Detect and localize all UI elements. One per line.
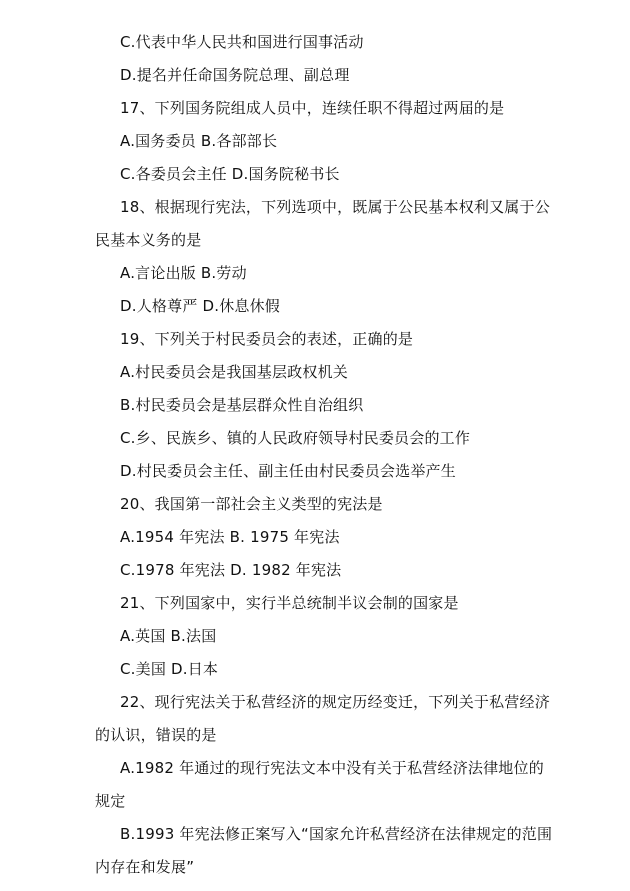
question-19-option-a: A.村民委员会是我国基层政权机关: [120, 363, 348, 381]
question-22-option-a: A.1982 年通过的现行宪法文本中没有关于私营经济法律地位的: [120, 759, 544, 777]
question-22-option-b-continued: 内存在和发展”: [95, 858, 195, 876]
question-19: 19、下列关于村民委员会的表述，正确的是: [120, 330, 414, 348]
question-21-options-ab: A.英国 B.法国: [120, 627, 217, 645]
question-20-options-ab: A.1954 年宪法 B. 1975 年宪法: [120, 528, 340, 546]
question-22-option-b: B.1993 年宪法修正案写入“国家允许私营经济在法律规定的范围: [120, 825, 553, 843]
question-17-options-ab: A.国务委员 B.各部部长: [120, 132, 278, 150]
question-17: 17、下列国务院组成人员中，连续任职不得超过两届的是: [120, 99, 505, 117]
question-18: 18、根据现行宪法，下列选项中，既属于公民基本权利又属于公: [120, 198, 550, 216]
question-19-option-b: B.村民委员会是基层群众性自治组织: [120, 396, 364, 414]
question-21-options-cd: C.美国 D.日本: [120, 660, 219, 678]
question-22: 22、现行宪法关于私营经济的规定历经变迁，下列关于私营经济: [120, 693, 550, 711]
question-18-options-ab: A.言论出版 B.劳动: [120, 264, 247, 282]
question-21: 21、下列国家中，实行半总统制半议会制的国家是: [120, 594, 459, 612]
question-19-option-c: C.乡、民族乡、镇的人民政府领导村民委员会的工作: [120, 429, 471, 447]
question-20: 20、我国第一部社会主义类型的宪法是: [120, 495, 383, 513]
option-c-line: C.代表中华人民共和国进行国事活动: [120, 33, 364, 51]
question-22-option-a-continued: 规定: [95, 792, 126, 810]
question-19-option-d: D.村民委员会主任、副主任由村民委员会选举产生: [120, 462, 456, 480]
question-20-options-cd: C.1978 年宪法 D. 1982 年宪法: [120, 561, 342, 579]
question-17-options-cd: C.各委员会主任 D.国务院秘书长: [120, 165, 340, 183]
question-18-continued: 民基本义务的是: [95, 231, 202, 249]
option-d-line: D.提名并任命国务院总理、副总理: [120, 66, 350, 84]
question-18-options-cd: D.人格尊严 D.休息休假: [120, 297, 281, 315]
question-22-continued: 的认识，错误的是: [95, 726, 217, 744]
